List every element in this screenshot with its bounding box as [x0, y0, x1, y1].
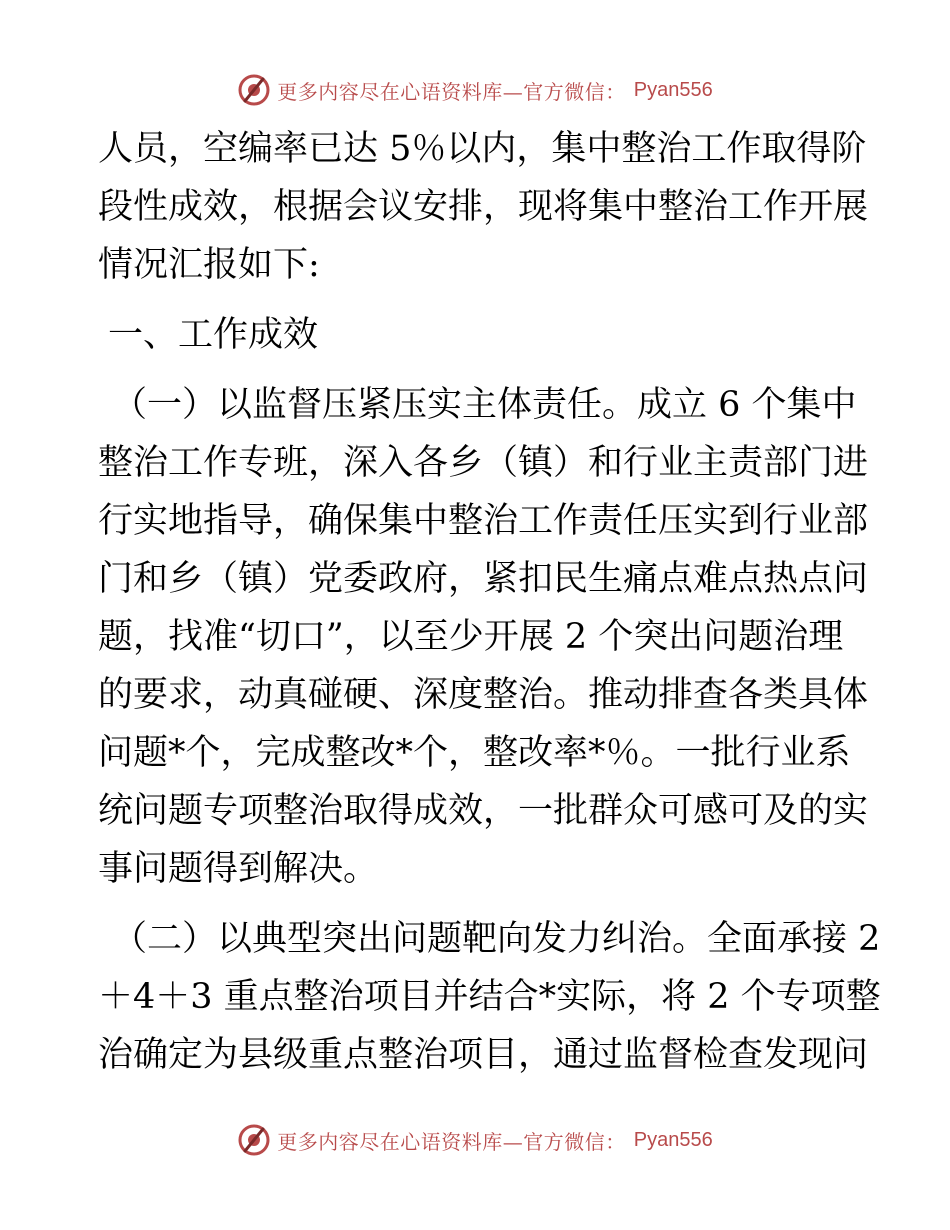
text-line: 问题*个，完成整改*个，整改率*％。一批行业系: [98, 733, 851, 773]
text-line: 情况汇报如下:: [98, 245, 320, 285]
watermark-header: [0, 70, 950, 110]
brand-logo-icon: [237, 73, 271, 107]
text-line: 事问题得到解决。: [98, 849, 379, 889]
document-body: [98, 120, 881, 1084]
text-line: 统问题专项整治取得成效，一批群众可感可及的实: [98, 791, 869, 831]
text-line: ＋4＋3 重点整治项目并结合*实际，将 2 个专项整: [98, 977, 881, 1017]
text-line: 段性成效，根据会议安排，现将集中整治工作开展: [98, 187, 869, 227]
brand-logo-icon: [237, 1123, 271, 1157]
subsection-heading: （一）以监督压紧压实主体责任。成立 6 个集中: [112, 385, 857, 425]
watermark-id: Pyan556: [633, 78, 713, 101]
text-line: 的要求，动真碰硬、深度整治。推动排查各类具体: [98, 675, 869, 715]
watermark-text: 更多内容尽在心语资料库—官方微信：: [277, 79, 626, 104]
text-line: 整治工作专班，深入各乡（镇）和行业主责部门进: [98, 443, 869, 483]
watermark-footer: [0, 1120, 950, 1160]
text-line: 人员，空编率已达 5％以内，集中整治工作取得阶: [98, 129, 867, 169]
watermark-text: 更多内容尽在心语资料库—官方微信：: [277, 1129, 626, 1154]
text-line: 行实地指导，确保集中整治工作责任压实到行业部: [98, 501, 869, 541]
watermark-id: Pyan556: [633, 1128, 713, 1151]
text-line: 门和乡（镇）党委政府，紧扣民生痛点难点热点问: [98, 559, 869, 599]
text-line: 治确定为县级重点整治项目，通过监督检查发现问: [98, 1035, 869, 1075]
subsection-heading: （二）以典型突出问题靶向发力纠治。全面承接 2: [112, 919, 881, 959]
section-heading: 一、工作成效: [108, 315, 319, 355]
text-line: 题，找准“切口”，以至少开展 2 个突出问题治理: [98, 617, 844, 657]
